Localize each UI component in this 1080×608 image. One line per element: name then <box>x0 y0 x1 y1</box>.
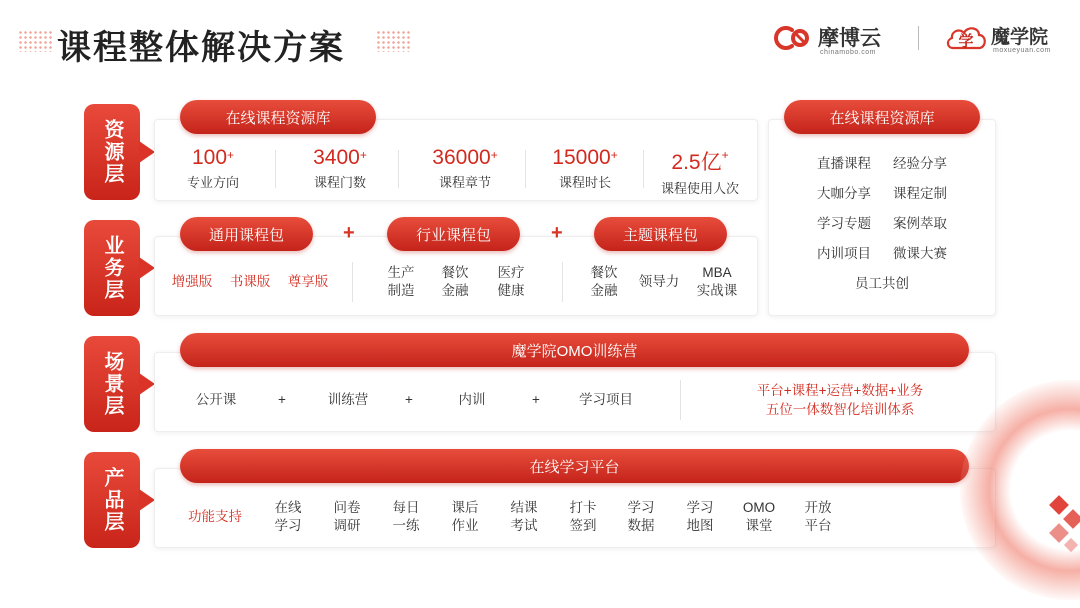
product-feature: 结课 考试 <box>510 500 538 533</box>
scene-item: 内训 <box>458 392 486 407</box>
divider <box>643 150 644 188</box>
mobo-logo-name: 摩博云 <box>818 27 881 50</box>
layer-label-business <box>84 220 140 316</box>
stat-item: 2.5亿+ 课程使用人次 <box>660 148 739 196</box>
layer-label-resource <box>84 104 140 200</box>
general-edition: 书课版 <box>229 274 271 289</box>
product-feature: 开放 平台 <box>804 500 832 533</box>
stat-item: 3400+ 课程门数 <box>313 146 367 190</box>
plus-icon: + <box>278 392 286 407</box>
stat-item: 100+ 专业方向 <box>186 146 239 190</box>
scene-item: 训练营 <box>327 392 369 407</box>
divider <box>275 150 276 188</box>
resource-tag: 微课大赛 <box>893 246 947 261</box>
divider <box>525 150 526 188</box>
general-edition: 增强版 <box>171 274 213 289</box>
product-lead: 功能支持 <box>188 509 242 524</box>
moxueyuan-cloud-icon <box>945 22 989 52</box>
arrow-icon <box>139 373 155 395</box>
layer-label-scene <box>84 336 140 432</box>
product-feature: OMO 课堂 <box>742 500 776 533</box>
scene-item: 学习项目 <box>579 392 633 407</box>
industry-item: 餐饮 金融 <box>441 265 469 298</box>
industry-pack-pill: 行业课程包 <box>387 217 520 251</box>
page-title: 课程整体解决方案 <box>57 29 345 67</box>
mobo-logo-icon <box>774 24 814 52</box>
logo-separator <box>918 26 919 50</box>
product-feature: 学习 数据 <box>627 500 655 533</box>
resource-tag: 课程定制 <box>893 186 947 201</box>
plus-icon: + <box>551 222 563 244</box>
right-resource-pill: 在线课程资源库 <box>784 100 980 134</box>
divider <box>352 262 353 302</box>
scene-slogan: 平台+课程+运营+数据+业务 五位一体数智化培训体系 <box>756 383 924 417</box>
product-feature: 打卡 签到 <box>569 500 597 533</box>
arrow-icon <box>139 489 155 511</box>
theme-item: MBA 实战课 <box>696 265 738 298</box>
theme-pack-pill: 主题课程包 <box>594 217 727 251</box>
divider <box>562 262 563 302</box>
industry-item: 医疗 健康 <box>497 265 525 298</box>
resource-tag: 经验分享 <box>893 156 947 171</box>
layer-label-text: 资源层 <box>101 119 123 185</box>
product-feature: 问卷 调研 <box>333 500 361 533</box>
product-feature: 学习 地图 <box>686 500 714 533</box>
resource-tag: 内训项目 <box>817 246 871 261</box>
divider <box>680 380 681 420</box>
general-edition: 尊享版 <box>287 274 329 289</box>
stat-item: 36000+ 课程章节 <box>432 146 498 190</box>
product-feature: 在线 学习 <box>274 500 302 533</box>
plus-icon: + <box>405 392 413 407</box>
decor-dots-left <box>18 30 52 52</box>
mobo-logo-domain: chinamobo.com <box>820 49 876 56</box>
resource-tag: 大咖分享 <box>817 186 871 201</box>
arrow-icon <box>139 141 155 163</box>
general-pack-pill: 通用课程包 <box>180 217 313 251</box>
mobo-logo <box>774 20 894 60</box>
moxueyuan-logo-name: 魔学院 <box>991 27 1049 48</box>
stat-item: 15000+ 课程时长 <box>552 146 618 190</box>
svg-text:学: 学 <box>958 32 974 50</box>
divider <box>398 150 399 188</box>
moxueyuan-logo-domain: moxueyuan.com <box>993 47 1051 54</box>
plus-icon: + <box>532 392 540 407</box>
layer-label-text: 业务层 <box>101 235 123 301</box>
resource-tag: 员工共创 <box>855 276 909 291</box>
decor-dots-right <box>376 30 410 52</box>
industry-item: 生产 制造 <box>387 265 415 298</box>
product-pill: 在线学习平台 <box>180 449 969 483</box>
resource-tag: 学习专题 <box>817 216 871 231</box>
resource-tag: 直播课程 <box>817 156 871 171</box>
scene-pill: 魔学院OMO训练营 <box>180 333 969 367</box>
product-feature: 每日 一练 <box>392 500 420 533</box>
resource-pill: 在线课程资源库 <box>180 100 376 134</box>
layer-label-text: 产品层 <box>101 467 123 533</box>
layer-label-product <box>84 452 140 548</box>
moxueyuan-logo <box>945 18 1063 60</box>
resource-tag: 案例萃取 <box>893 216 947 231</box>
layer-label-text: 场景层 <box>101 351 123 417</box>
theme-item: 餐饮 金融 <box>590 265 618 298</box>
theme-item: 领导力 <box>638 274 680 289</box>
plus-icon: + <box>343 222 355 244</box>
product-feature: 课后 作业 <box>451 500 479 533</box>
arrow-icon <box>139 257 155 279</box>
scene-item: 公开课 <box>195 392 237 407</box>
